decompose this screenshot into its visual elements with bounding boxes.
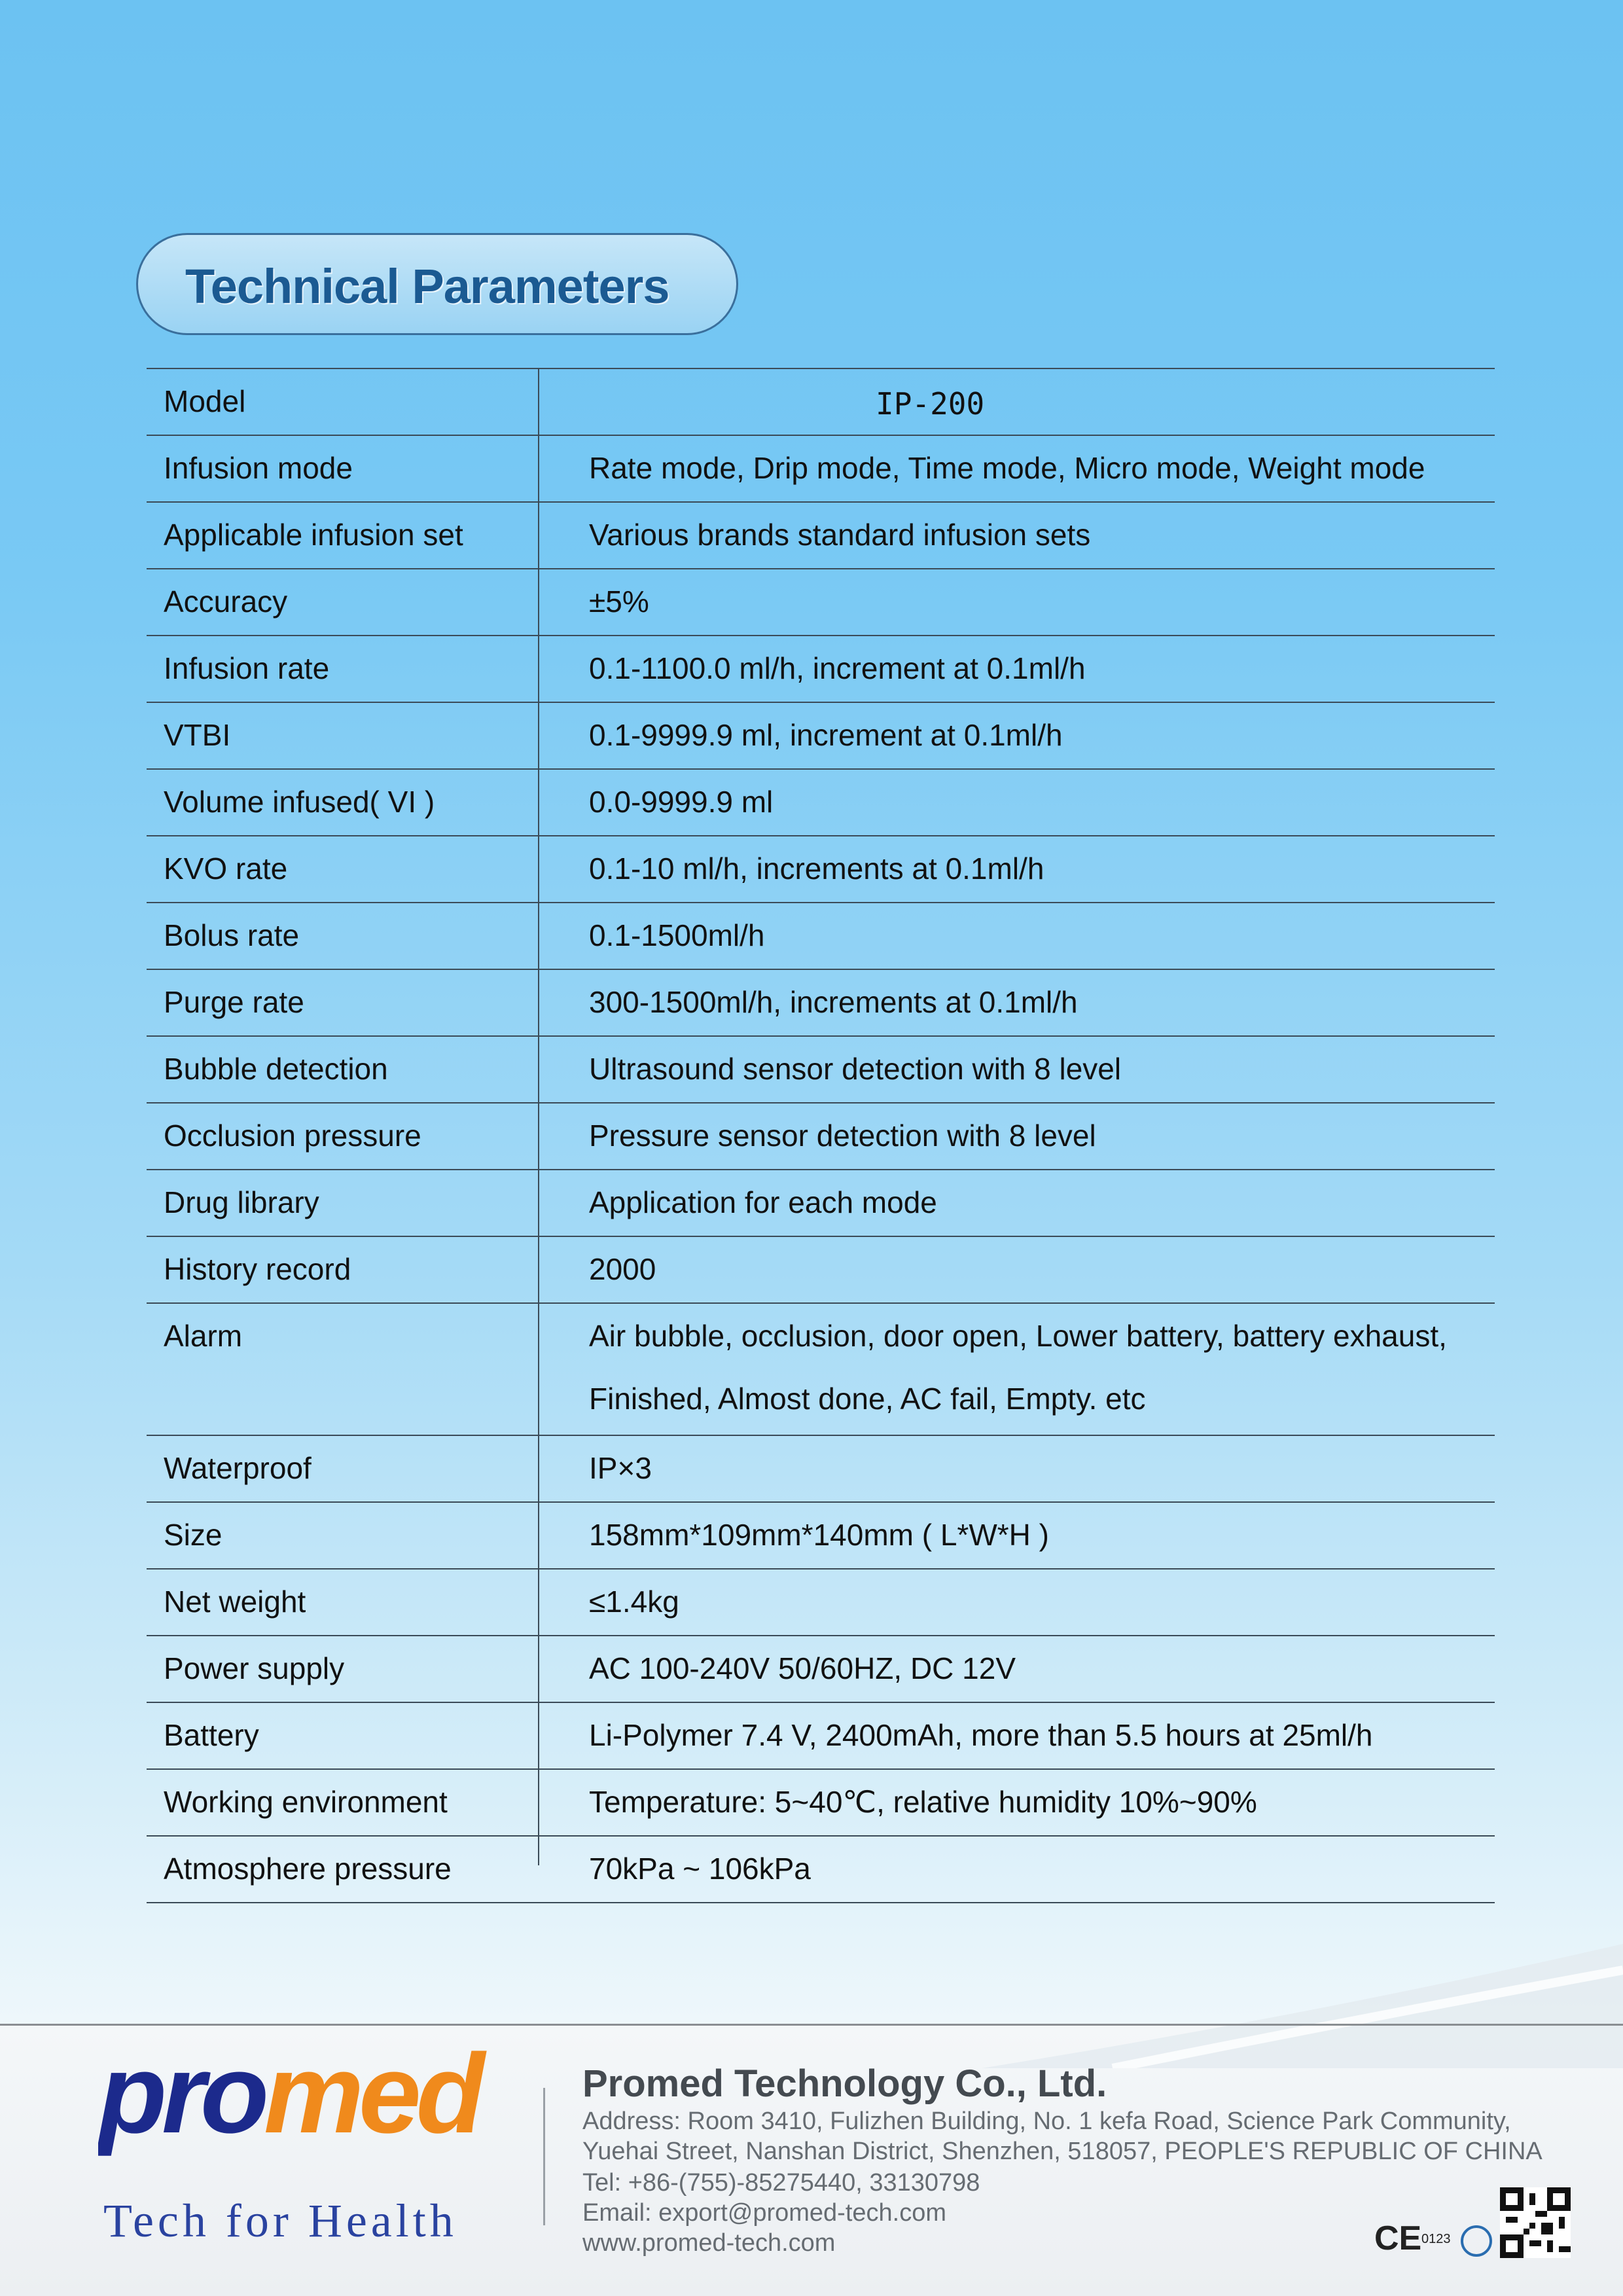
param-value: Temperature: 5~40℃, relative humidity 10%~90% xyxy=(589,1785,1257,1819)
promed-logo xyxy=(98,2047,517,2159)
param-label: VTBI xyxy=(164,718,231,752)
param-value-line1: Air bubble, occlusion, door open, Lower battery, battery exhaust, xyxy=(589,1319,1447,1353)
table-row xyxy=(147,902,1495,969)
param-value: AC 100-240V 50/60HZ, DC 12V xyxy=(589,1651,1016,1685)
svg-text:promed: promed xyxy=(98,2047,480,2157)
param-value: 158mm*109mm*140mm ( L*W*H ) xyxy=(589,1518,1049,1552)
table-row xyxy=(147,568,1495,635)
param-label: Waterproof xyxy=(164,1451,312,1485)
ce-mark-icon: CE xyxy=(1374,2219,1422,2257)
param-label: Infusion rate xyxy=(164,651,330,685)
param-label: KVO rate xyxy=(164,852,288,886)
param-label: Applicable infusion set xyxy=(164,518,463,552)
param-value: Li-Polymer 7.4 V, 2400mAh, more than 5.5 hours at 25ml/h xyxy=(589,1718,1373,1752)
param-label: Bubble detection xyxy=(164,1052,388,1086)
table-row xyxy=(147,1035,1495,1102)
param-value: Rate mode, Drip mode, Time mode, Micro mode, Weight mode xyxy=(589,451,1425,485)
table-row xyxy=(147,1568,1495,1635)
param-value: ±5% xyxy=(589,584,649,619)
param-value: ≤1.4kg xyxy=(589,1585,679,1619)
param-label: Drug library xyxy=(164,1185,319,1219)
param-label: Size xyxy=(164,1518,223,1552)
website-link[interactable]: www.promed-tech.com xyxy=(582,2229,836,2257)
table-row xyxy=(147,1702,1495,1768)
param-label: Infusion mode xyxy=(164,451,353,485)
table-row xyxy=(147,1435,1495,1501)
table-row xyxy=(147,1169,1495,1236)
table-row xyxy=(147,635,1495,702)
param-value: IP×3 xyxy=(589,1451,652,1485)
param-label: Model xyxy=(164,384,246,418)
param-label: Working environment xyxy=(164,1785,448,1819)
table-row xyxy=(147,1501,1495,1568)
param-value: Pressure sensor detection with 8 level xyxy=(589,1119,1096,1153)
param-value: 70kPa ~ 106kPa xyxy=(589,1852,811,1886)
table-row xyxy=(147,768,1495,835)
table-row xyxy=(147,702,1495,768)
param-value: 0.1-10 ml/h, increments at 0.1ml/h xyxy=(589,852,1044,886)
param-value: 0.1-1100.0 ml/h, increment at 0.1ml/h xyxy=(589,651,1086,685)
param-value: IP-200 xyxy=(876,386,985,422)
param-value: Application for each mode xyxy=(589,1185,937,1219)
table-row xyxy=(147,1768,1495,1835)
decorative-swoosh xyxy=(982,1937,1623,2068)
param-label: Alarm xyxy=(164,1319,243,1353)
param-label: History record xyxy=(164,1252,351,1286)
address-line-2: Yuehai Street, Nanshan District, Shenzhen, 518057, PEOPLE'S REPUBLIC OF CHINA xyxy=(582,2138,1543,2165)
param-label: Occlusion pressure xyxy=(164,1119,421,1153)
param-label: Power supply xyxy=(164,1651,345,1685)
param-value: 300-1500ml/h, increments at 0.1ml/h xyxy=(589,985,1078,1019)
param-label: Accuracy xyxy=(164,584,288,619)
param-value xyxy=(589,1318,1447,1416)
param-value: Various brands standard infusion sets xyxy=(589,518,1091,552)
param-label: Atmosphere pressure xyxy=(164,1852,452,1886)
spec-table xyxy=(147,368,1495,1903)
email: Email: export@promed-tech.com xyxy=(582,2199,946,2227)
param-value-line2: Finished, Almost done, AC fail, Empty. etc xyxy=(589,1382,1146,1416)
param-value: 2000 xyxy=(589,1252,656,1286)
section-title: Technical Parameters xyxy=(185,259,669,314)
param-label: Bolus rate xyxy=(164,918,300,952)
footer-separator xyxy=(543,2088,545,2225)
param-label: Volume infused( VI ) xyxy=(164,785,435,819)
param-value: 0.1-9999.9 ml, increment at 0.1ml/h xyxy=(589,718,1063,752)
table-row xyxy=(147,835,1495,902)
section-title-pill xyxy=(136,233,738,335)
table-row xyxy=(147,1302,1495,1435)
table-row xyxy=(147,1635,1495,1702)
table-row xyxy=(147,969,1495,1035)
param-label: Battery xyxy=(164,1718,259,1752)
table-row xyxy=(147,1102,1495,1169)
param-value: 0.1-1500ml/h xyxy=(589,918,765,952)
table-row xyxy=(147,1835,1495,1903)
footer-divider xyxy=(0,2024,1623,2026)
table-row xyxy=(147,368,1495,435)
table-row xyxy=(147,1236,1495,1302)
telephone: Tel: +86-(755)-85275440, 33130798 xyxy=(582,2169,980,2197)
table-row xyxy=(147,501,1495,568)
table-row xyxy=(147,435,1495,501)
address-line-1: Address: Room 3410, Fulizhen Building, No. 1 kefa Road, Science Park Community, xyxy=(582,2108,1511,2135)
qr-code-icon xyxy=(1500,2187,1571,2258)
param-label: Purge rate xyxy=(164,985,304,1019)
tagline: Tech for Health xyxy=(103,2195,457,2247)
param-label: Net weight xyxy=(164,1585,306,1619)
tuv-badge-icon xyxy=(1461,2225,1492,2257)
ce-number: 0123 xyxy=(1421,2232,1451,2246)
company-name: Promed Technology Co., Ltd. xyxy=(582,2062,1107,2105)
param-value: Ultrasound sensor detection with 8 level xyxy=(589,1052,1122,1086)
param-value: 0.0-9999.9 ml xyxy=(589,785,774,819)
